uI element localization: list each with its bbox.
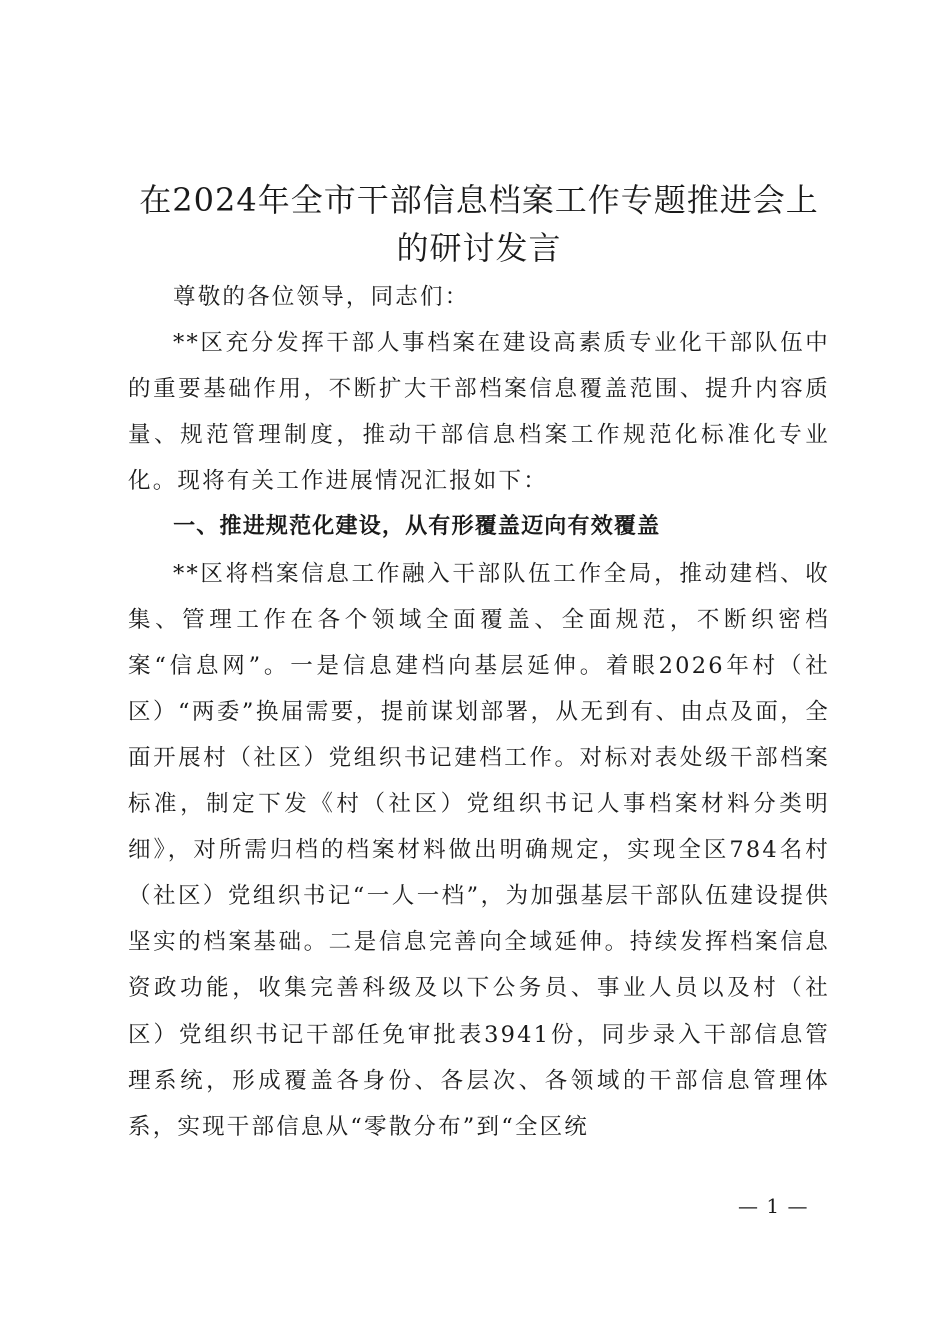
intro-paragraph: **区充分发挥干部人事档案在建设高素质专业化干部队伍中的重要基础作用，不断扩大干部档案信息覆盖范围、提升内容质量、规范管理制度，推动干部信息档案工作规范化标准化专业化。现将有关工作进展情况汇报如下：	[128, 330, 830, 495]
document-title: 在2024年全市干部信息档案工作专题推进会上的研讨发言	[139, 181, 819, 267]
section-heading: 一、推进规范化建设，从有形覆盖迈向有效覆盖	[173, 514, 661, 540]
section-paragraph: **区将档案信息工作融入干部队伍工作全局，推动建档、收集、管理工作在各个领域全面覆盖、全面规范，不断织密档案“信息网”。一是信息建档向基层延伸。着眼2026年村（社区）“两委”换届需要，提前谋划部署，从无到有、由点及面，全面开展村（社区）党组织书记建档工作。对标对表处级干部档案标准，制定下发《村（社区）党组织书记人事档案材料分类明细》，对所需归档的档案材料做出明确规定，实现全区784名村（社区）党组织书记“一人一档”，为加强基层干部队伍建设提供坚实的档案基础。二是信息完善向全域延伸。持续发挥档案信息资政功能，收集完善科级及以下公务员、事业人员以及村（社区）党组织书记干部任免审批表3941份，同步录入干部信息管理系统，形成覆盖各身份、各层次、各领域的干部信息管理体系，实现干部信息从“零散分布”到“全区统	[128, 560, 830, 1140]
page-number: — 1 —	[738, 1194, 809, 1218]
salutation: 尊敬的各位领导，同志们：	[173, 284, 470, 310]
document-body	[128, 274, 830, 1150]
